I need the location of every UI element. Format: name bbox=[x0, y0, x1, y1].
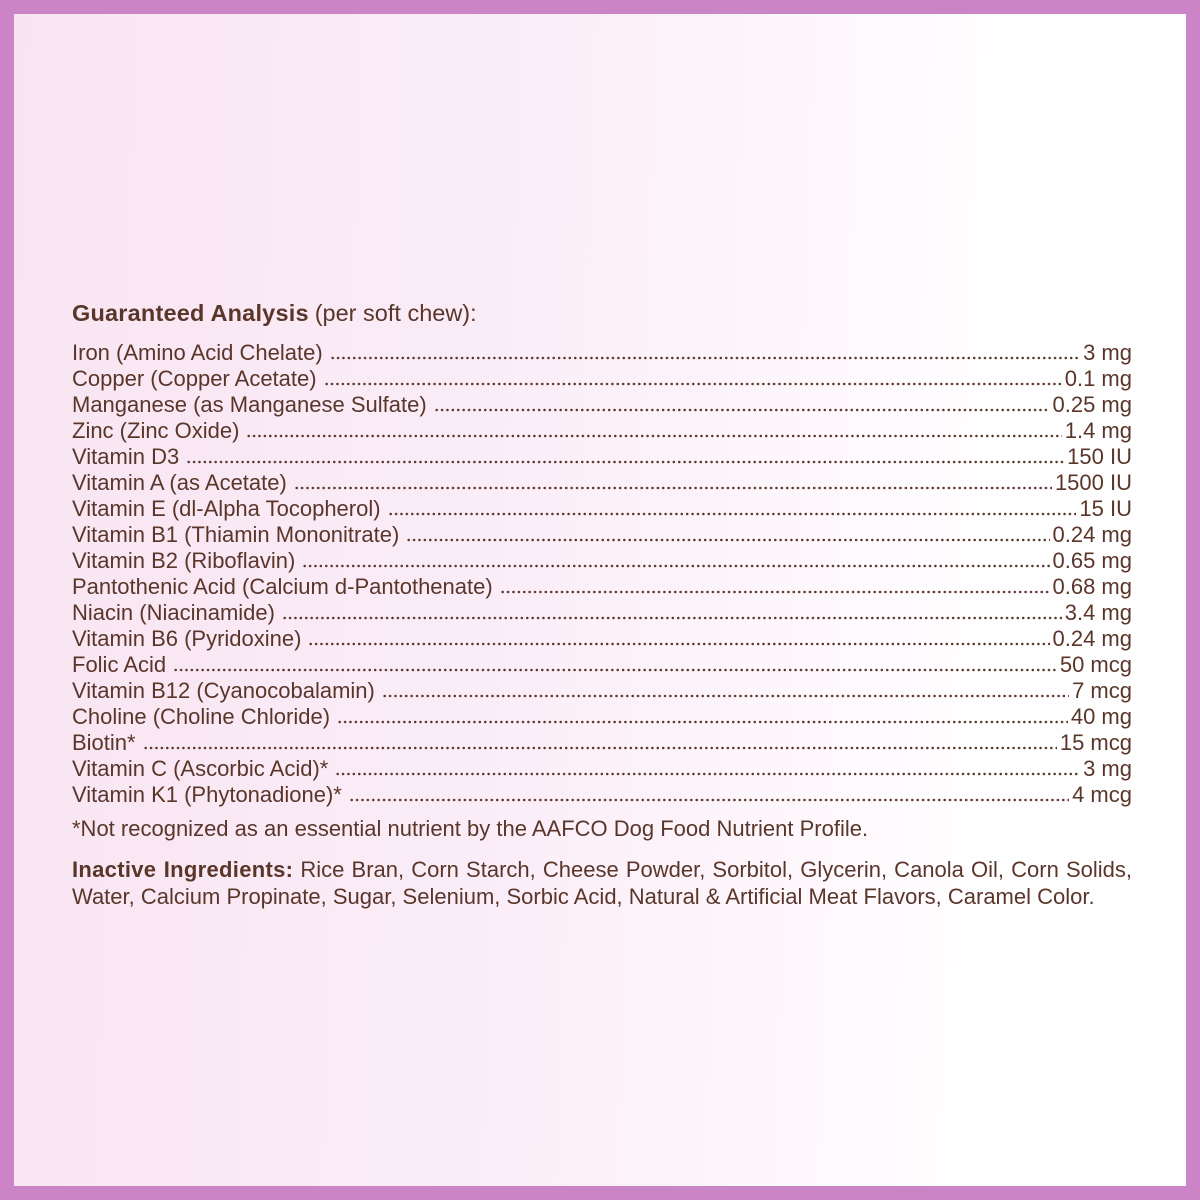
nutrient-row bbox=[72, 678, 1132, 704]
nutrient-name: Folic Acid bbox=[72, 652, 167, 677]
inactive-ingredients-text: Rice Bran, Corn Starch, Cheese Powder, Sorbitol, Glycerin, Canola Oil, Corn Solids, Water, Calcium Propinate, Sugar, Selenium, Sorbic Acid, Natural & Artificial Meat Flavors, Caramel Color. bbox=[72, 857, 1132, 909]
nutrient-name: Iron (Amino Acid Chelate) bbox=[72, 340, 323, 365]
nutrient-value: 1.4 mg bbox=[1064, 418, 1132, 443]
nutrient-row bbox=[72, 730, 1132, 756]
dotted-leader bbox=[173, 652, 1057, 678]
inactive-ingredients-heading: Inactive Ingredients: bbox=[72, 857, 294, 882]
dotted-leader bbox=[434, 392, 1050, 418]
dotted-leader bbox=[337, 704, 1068, 730]
dotted-leader bbox=[246, 418, 1061, 444]
nutrient-name: Zinc (Zinc Oxide) bbox=[72, 418, 240, 443]
inactive-ingredients bbox=[72, 856, 1132, 910]
nutrient-row bbox=[72, 652, 1132, 678]
nutrient-value: 0.25 mg bbox=[1052, 392, 1132, 417]
aafco-footnote: *Not recognized as an essential nutrient by the AAFCO Dog Food Nutrient Profile. bbox=[72, 816, 869, 841]
dotted-leader bbox=[382, 678, 1069, 704]
nutrient-name: Vitamin B1 (Thiamin Mononitrate) bbox=[72, 522, 400, 547]
nutrient-value: 1500 IU bbox=[1054, 470, 1132, 495]
dotted-leader bbox=[294, 470, 1052, 496]
nutrient-name: Vitamin B12 (Cyanocobalamin) bbox=[72, 678, 375, 703]
nutrient-value: 3.4 mg bbox=[1064, 600, 1132, 625]
nutrient-row bbox=[72, 496, 1132, 522]
nutrient-value: 4 mcg bbox=[1072, 782, 1132, 807]
nutrient-row bbox=[72, 340, 1132, 366]
nutrient-name: Vitamin C (Ascorbic Acid)* bbox=[72, 756, 329, 781]
nutrient-value: 15 IU bbox=[1079, 496, 1132, 521]
nutrient-value: 3 mg bbox=[1083, 756, 1132, 781]
nutrient-row bbox=[72, 470, 1132, 496]
dotted-leader bbox=[308, 626, 1049, 652]
nutrient-value: 0.24 mg bbox=[1052, 522, 1132, 547]
nutrient-value: 0.68 mg bbox=[1052, 574, 1132, 599]
dotted-leader bbox=[349, 782, 1069, 808]
nutrient-row bbox=[72, 756, 1132, 782]
nutrient-row bbox=[72, 418, 1132, 444]
nutrient-value: 3 mg bbox=[1083, 340, 1132, 365]
dotted-leader bbox=[406, 522, 1049, 548]
nutrient-value: 150 IU bbox=[1067, 444, 1132, 469]
nutrient-row bbox=[72, 392, 1132, 418]
nutrient-name: Niacin (Niacinamide) bbox=[72, 600, 275, 625]
nutrient-name: Vitamin A (as Acetate) bbox=[72, 470, 287, 495]
nutrient-name: Manganese (as Manganese Sulfate) bbox=[72, 392, 427, 417]
nutrient-value: 0.24 mg bbox=[1052, 626, 1132, 651]
dotted-leader bbox=[330, 340, 1080, 366]
guaranteed-analysis-title-bold: Guaranteed Analysis bbox=[72, 300, 309, 326]
nutrient-name: Pantothenic Acid (Calcium d-Pantothenate) bbox=[72, 574, 493, 599]
dotted-leader bbox=[186, 444, 1064, 470]
nutrient-list bbox=[72, 340, 1132, 808]
dotted-leader bbox=[282, 600, 1062, 626]
nutrient-value: 0.1 mg bbox=[1064, 366, 1132, 391]
dotted-leader bbox=[143, 730, 1057, 756]
nutrient-name: Vitamin B6 (Pyridoxine) bbox=[72, 626, 302, 651]
dotted-leader bbox=[324, 366, 1062, 392]
nutrient-name: Vitamin E (dl-Alpha Tocopherol) bbox=[72, 496, 381, 521]
nutrient-value: 50 mcg bbox=[1059, 652, 1132, 677]
nutrient-name: Biotin* bbox=[72, 730, 136, 755]
nutrient-row bbox=[72, 626, 1132, 652]
nutrient-name: Copper (Copper Acetate) bbox=[72, 366, 317, 391]
nutrient-value: 0.65 mg bbox=[1052, 548, 1132, 573]
nutrient-row bbox=[72, 366, 1132, 392]
nutrient-value: 7 mcg bbox=[1072, 678, 1132, 703]
nutrient-value: 40 mg bbox=[1070, 704, 1132, 729]
nutrient-name: Vitamin D3 bbox=[72, 444, 180, 469]
nutrient-row bbox=[72, 522, 1132, 548]
nutrient-value: 15 mcg bbox=[1059, 730, 1132, 755]
dotted-leader bbox=[302, 548, 1049, 574]
nutrient-row bbox=[72, 548, 1132, 574]
guaranteed-analysis-title bbox=[72, 300, 1132, 327]
nutrient-row bbox=[72, 704, 1132, 730]
nutrient-name: Vitamin B2 (Riboflavin) bbox=[72, 548, 296, 573]
nutrient-row bbox=[72, 600, 1132, 626]
nutrient-row bbox=[72, 574, 1132, 600]
dotted-leader bbox=[500, 574, 1050, 600]
nutrient-name: Vitamin K1 (Phytonadione)* bbox=[72, 782, 342, 807]
nutrient-row bbox=[72, 444, 1132, 470]
dotted-leader bbox=[335, 756, 1080, 782]
dotted-leader bbox=[388, 496, 1077, 522]
label-content bbox=[72, 300, 1132, 910]
guaranteed-analysis-title-suffix: (per soft chew): bbox=[314, 300, 477, 326]
nutrient-name: Choline (Choline Chloride) bbox=[72, 704, 331, 729]
nutrient-row bbox=[72, 782, 1132, 808]
